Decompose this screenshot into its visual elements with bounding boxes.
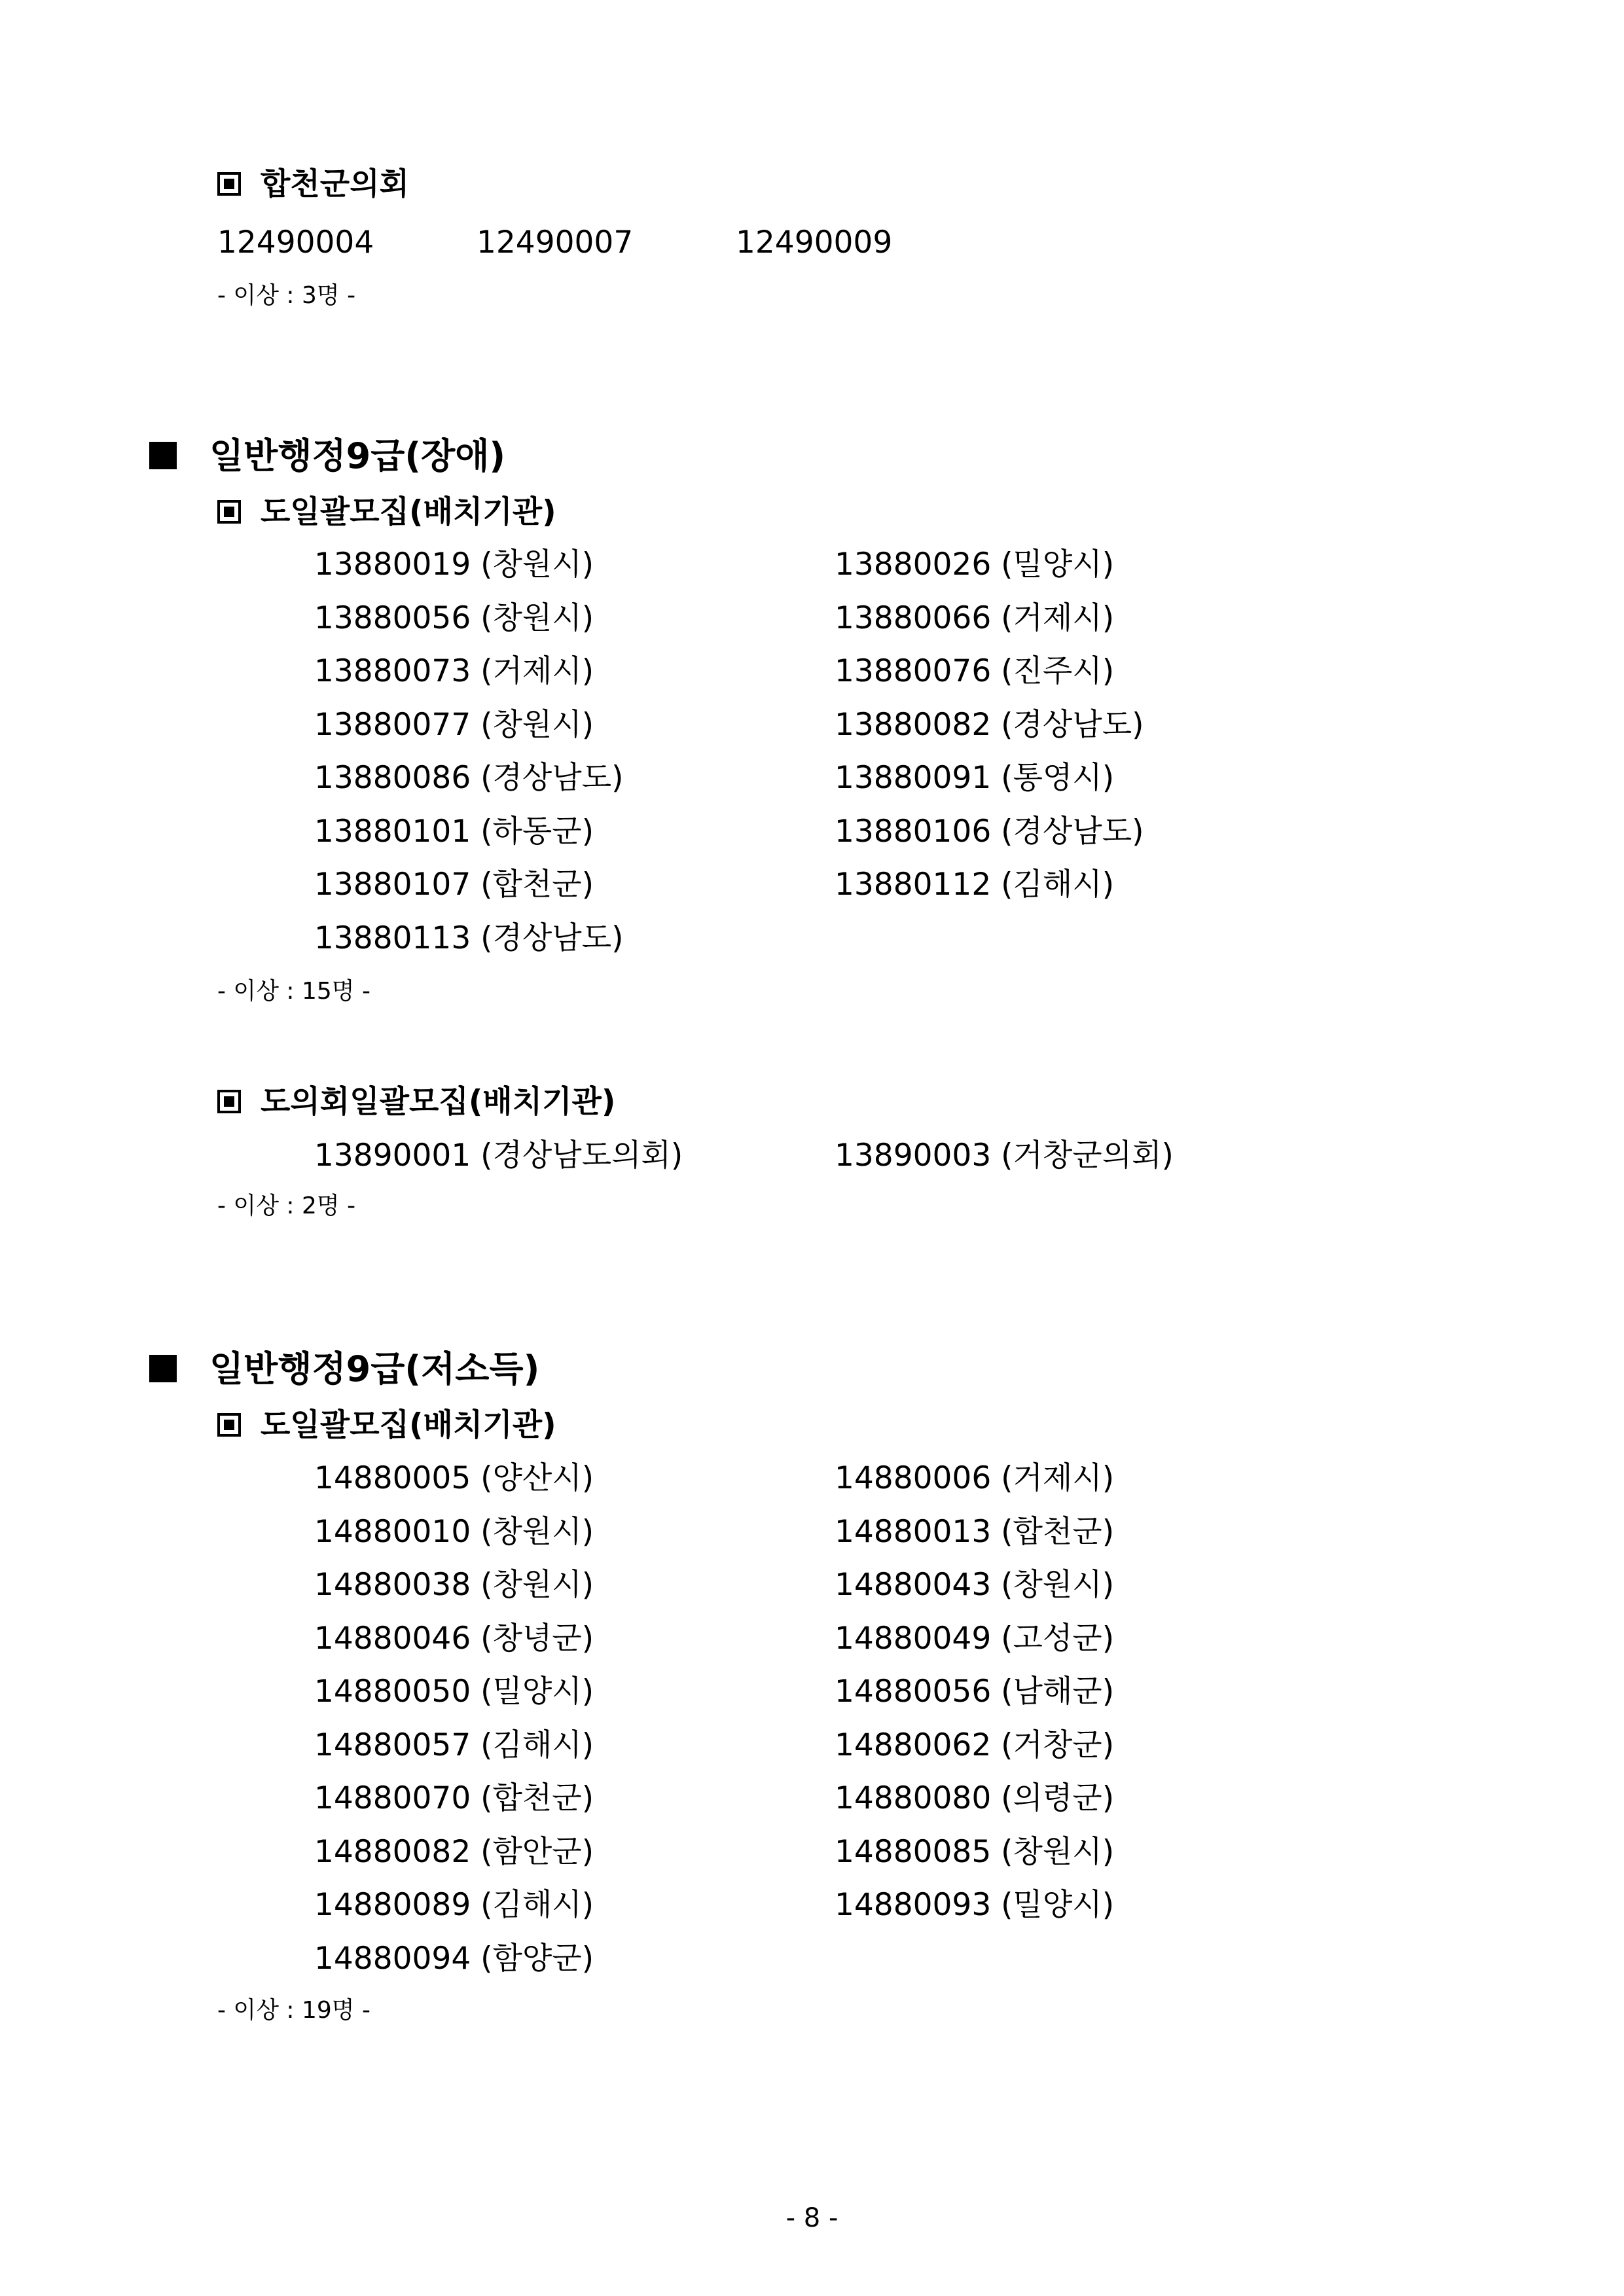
list-item: 13880019 (창원시) [314,547,594,583]
subsection-title-text: 도의회일괄모집(배치기관) [261,1084,616,1120]
list-item: 14880049 (고성군) [835,1620,1115,1657]
list-item: 13880076 (진주시) [835,653,1115,689]
list-item: 14880005 (양산시) [314,1460,594,1496]
square-bullet-icon [217,172,241,196]
list-item: 14880057 (김해시) [314,1727,594,1763]
count-note: - 이상 : 15명 - [217,978,371,1005]
list-item: 13880091 (통영시) [835,760,1115,796]
subsection-title [217,1084,616,1120]
list-item: 13880086 (경상남도) [314,760,624,796]
subsection-title-text: 도일괄모집(배치기관) [261,1407,556,1443]
list-item: 13880101 (하동군) [314,813,594,850]
list-item: 13880066 (거제시) [835,600,1115,636]
list-item: 13880056 (창원시) [314,600,594,636]
list-item: 14880006 (거제시) [835,1460,1115,1496]
section-title-hapcheon [217,166,410,202]
subsection-title-text: 도일괄모집(배치기관) [261,494,556,530]
list-item: 13880112 (김해시) [835,867,1115,903]
list-item: 14880082 (함안군) [314,1833,594,1870]
black-square-icon [149,1355,177,1382]
list-item: 13880106 (경상남도) [835,813,1144,850]
count-note: - 이상 : 3명 - [217,282,356,309]
subsection-title [217,1407,556,1443]
list-item: 12490007 [477,224,634,260]
list-item: 14880013 (합천군) [835,1513,1115,1550]
subsection-title [217,494,556,530]
list-item: 14880050 (밀양시) [314,1674,594,1710]
list-item: 13890003 (거창군의회) [835,1138,1174,1174]
list-item: 14880080 (의령군) [835,1780,1115,1816]
list-item: 14880093 (밀양시) [835,1887,1115,1923]
list-item: 13890001 (경상남도의회) [314,1138,683,1174]
page-number: - 8 - [785,2203,839,2233]
section-title-text: 합천군의회 [261,166,410,202]
list-item: 14880070 (합천군) [314,1780,594,1816]
list-item: 14880085 (창원시) [835,1833,1115,1870]
list-item: 13880026 (밀양시) [835,547,1115,583]
list-item: 13880113 (경상남도) [314,920,624,956]
list-item: 12490004 [217,224,374,260]
list-item: 14880043 (창원시) [835,1567,1115,1603]
square-bullet-icon [217,1090,241,1113]
category-title-text: 일반행정9급(저소득) [209,1348,540,1390]
list-item: 14880062 (거창군) [835,1727,1115,1763]
list-item: 13880107 (합천군) [314,867,594,903]
list-item: 13880073 (거제시) [314,653,594,689]
list-item: 14880094 (함양군) [314,1940,594,1977]
list-item: 12490009 [736,224,893,260]
category-title-disabled [149,435,506,476]
list-item: 13880082 (경상남도) [835,706,1144,743]
list-item: 13880077 (창원시) [314,706,594,743]
list-item: 14880056 (남해군) [835,1674,1115,1710]
list-item: 14880046 (창녕군) [314,1620,594,1657]
square-bullet-icon [217,500,241,524]
square-bullet-icon [217,1413,241,1437]
black-square-icon [149,442,177,469]
count-note: - 이상 : 2명 - [217,1193,356,1219]
list-item: 14880038 (창원시) [314,1567,594,1603]
count-note: - 이상 : 19명 - [217,1997,371,2024]
category-title-lowincome [149,1348,540,1390]
list-item: 14880089 (김해시) [314,1887,594,1923]
category-title-text: 일반행정9급(장애) [209,435,506,476]
list-item: 14880010 (창원시) [314,1513,594,1550]
